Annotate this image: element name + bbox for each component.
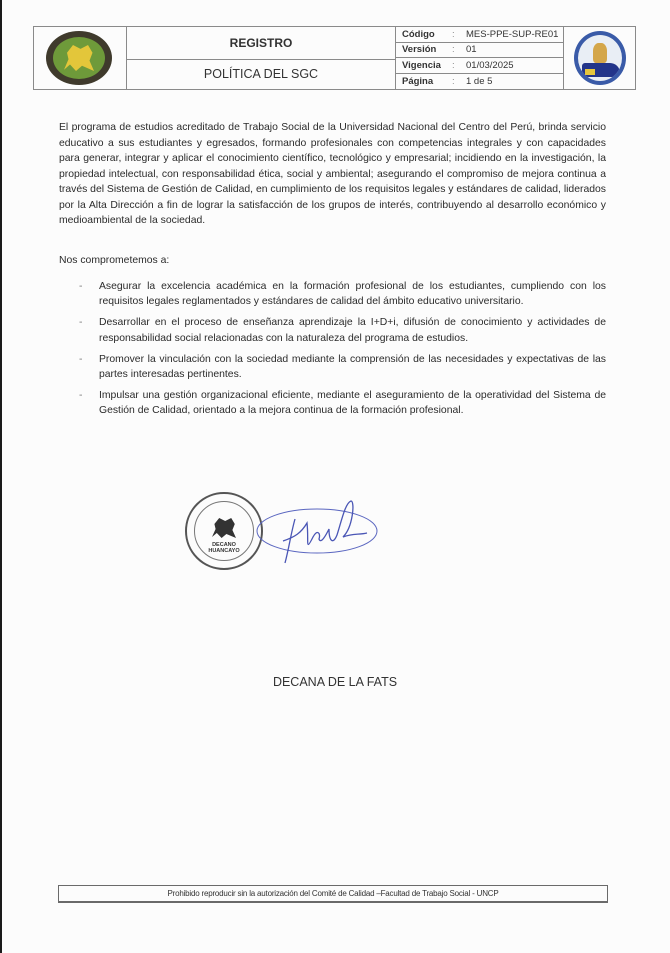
official-stamp-icon [185,492,263,570]
info-sep: : [452,28,455,40]
lion-emblem-icon [64,45,94,71]
list-item-text: Promover la vinculación con la sociedad mediante la comprensión de las necesidades y expectativas de las partes interesadas pertinentes. [99,353,606,381]
list-item [59,315,606,345]
handwritten-signature-icon [255,493,385,573]
dash-bullet-icon: - [79,353,83,365]
document-type: REGISTRO [127,27,395,60]
info-label: Vigencia [402,59,441,71]
info-row-version [396,43,563,59]
dash-bullet-icon: - [79,281,83,292]
header-info-cell [396,27,564,89]
list-item [59,352,606,382]
info-label: Versión [402,44,437,56]
stamp-label-decano: DECANO [212,542,236,548]
info-label: Página [402,75,434,87]
stamp-ring [194,501,254,561]
uncp-badge-icon [585,69,595,75]
header-left-logo-cell [34,27,127,89]
list-item-text: Desarrollar en el proceso de enseñanza aprendizaje la I+D+i, difusión de conocimiento y actividades de responsabilidad social relacionadas con la naturaleza del programa de estudios. [99,317,606,344]
info-value: 01 [466,44,477,56]
info-value: MES-PPE-SUP-RE01 [466,28,559,40]
list-item-text: Asegurar la excelencia académica en la formación profesional de los estudiantes, cumpliendo con los requisitos legales reglamentados y estándares de calidad del ámbito educativo universitario. [99,281,606,308]
commitment-list [59,279,606,425]
policy-paragraph: El programa de estudios acreditado de Trabajo Social de la Universidad Nacional del Centro del Perú, brinda servicio educativo a sus estudiantes y egresados, formando profesionales con competencias integrales y con capacidades para generar, integrar y aplicar el conocimiento científico, tecnológico y empresarial; incidiendo en la investigación, la propiedad intelectual, con responsabilidad ética, social y ambiental; asegurando el compromiso de mejora continua a través del Sistema de Gestión de Calidad, en cumplimiento de los requisitos legales y estándares de calidad, liderados por la Alta Dirección a fin de lograr la satisfacción de los grupos de interés, contribuyendo al desarrollo económico y medioambiental de la sociedad. [59,122,606,226]
dash-bullet-icon: - [79,390,83,402]
header-title-cell [127,27,396,89]
list-item [59,388,606,418]
stamp-label-city: HUANCAYO [208,548,240,554]
signatory-role: DECANA DE LA FATS [272,675,398,689]
stamp-emblem-icon [212,518,236,538]
university-seal-icon [46,31,112,85]
info-row-codigo [396,27,563,43]
dash-bullet-icon: - [79,317,83,329]
faculty-seal-icon [574,31,626,85]
stamp-label [195,542,253,554]
list-item [59,279,606,309]
figure-emblem-icon [593,43,607,63]
footer-notice: Prohibido reproducir sin la autorización del Comité de Calidad –Facultad de Trabajo Social - UNCP [58,885,608,903]
list-item-text: Impulsar una gestión organizacional eficiente, mediante el aseguramiento de la operatividad del Sistema de Gestión de Calidad, orientado a la mejora continua de la formación profesional. [99,390,606,417]
signature-loop [257,509,377,553]
info-row-pagina [396,74,563,90]
header-right-logo-cell [564,27,635,89]
info-sep: : [452,75,455,87]
info-sep: : [452,59,455,71]
info-sep: : [452,44,455,56]
info-label: Código [402,28,435,40]
commitment-intro: Nos comprometemos a: [59,255,170,266]
info-row-vigencia [396,58,563,74]
document-title: POLÍTICA DEL SGC [203,67,319,81]
header-table [33,26,636,90]
info-value: 1 de 5 [466,75,493,87]
info-value: 01/03/2025 [466,59,514,71]
seal-inner [53,37,105,79]
